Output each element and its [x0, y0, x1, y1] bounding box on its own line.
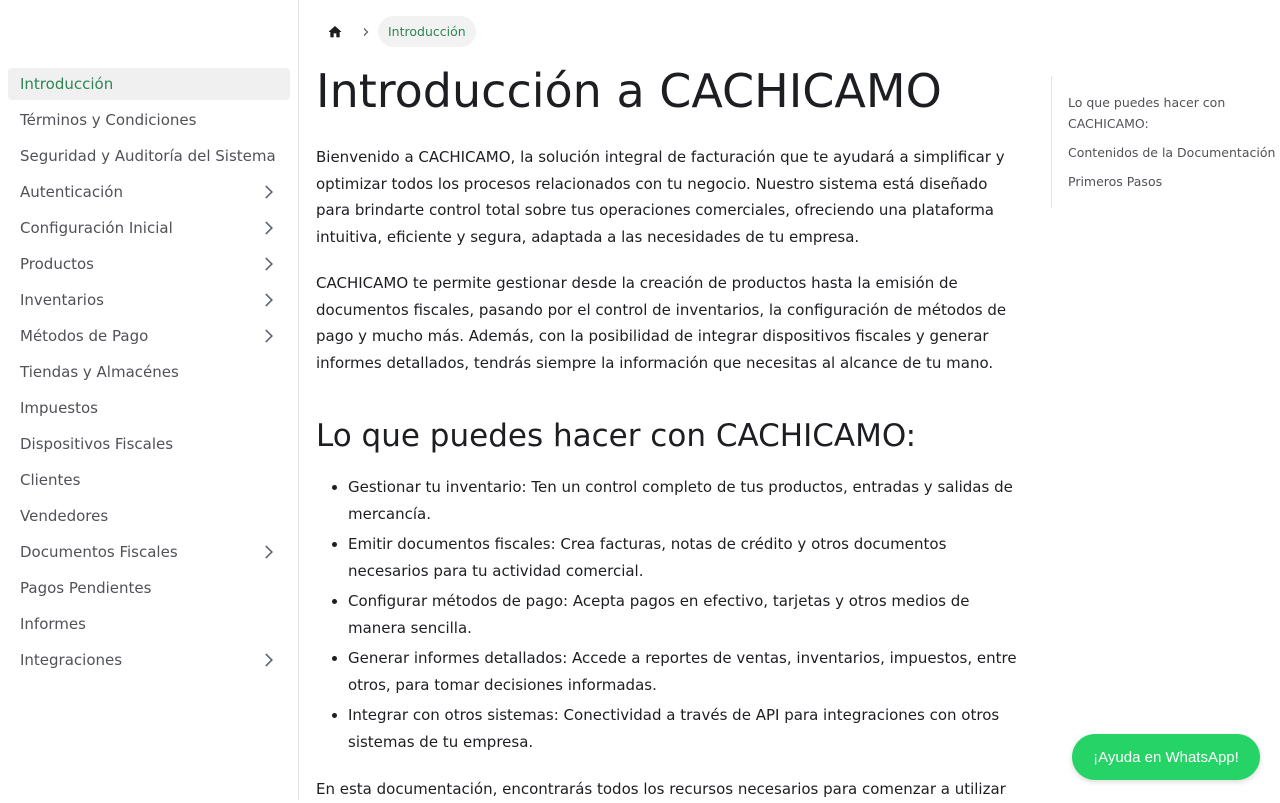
sidebar-item-integraciones[interactable] — [8, 644, 290, 676]
intro-paragraph: Bienvenido a CACHICAMO, la solución integral de facturación que te ayudará a simplificar y optimizar todos los procesos relacionados con tu negocio. Nuestro sistema está diseñado para brindarte control total sobre tus operaciones comerciales, ofreciendo una plataforma intuitiva, eficiente y segura, adaptada a las necesidades de tu empresa. — [316, 148, 1005, 246]
breadcrumb-separator-icon — [354, 16, 378, 47]
sidebar-item-impuestos[interactable] — [8, 392, 290, 424]
sidebar-item-tiendas[interactable] — [8, 356, 290, 388]
chevron-right-icon[interactable] — [258, 650, 278, 670]
sidebar-item-label: Pagos Pendientes — [20, 579, 152, 597]
main-content — [316, 60, 1020, 798]
chevron-right-icon[interactable] — [258, 218, 278, 238]
sidebar-item-clientes[interactable] — [8, 464, 290, 496]
sidebar-item-label: Documentos Fiscales — [20, 543, 178, 561]
sidebar-item-label: Términos y Condiciones — [20, 111, 197, 129]
sidebar-item-configuracion[interactable] — [8, 212, 290, 244]
chevron-right-icon[interactable] — [258, 182, 278, 202]
sidebar-item-label: Métodos de Pago — [20, 327, 149, 345]
sidebar-item-label: Dispositivos Fiscales — [20, 435, 174, 453]
sidebar-item-dispositivos[interactable] — [8, 428, 290, 460]
sidebar-item-inventarios[interactable] — [8, 284, 290, 316]
breadcrumb-current: Introducción — [378, 16, 476, 47]
sidebar-item-label: Seguridad y Auditoría del Sistema — [20, 147, 276, 165]
list-item: • Configurar métodos de pago: Acepta pagos en efectivo, tarjetas y otros medios de manera sencilla. — [348, 588, 1020, 641]
list-item: • Generar informes detallados: Accede a reportes de ventas, inventarios, impuestos, entre otros, para tomar decisiones informadas. — [348, 645, 1020, 698]
chevron-right-icon[interactable] — [258, 254, 278, 274]
sidebar-item-label: Configuración Inicial — [20, 219, 173, 237]
sidebar-item-label: Tiendas y Almacénes — [20, 363, 179, 381]
list-item: • Integrar con otros sistemas: Conectividad a través de API para integraciones con otros sistemas de tu empresa. — [348, 702, 1020, 755]
toc-item[interactable]: Primeros Pasos — [1068, 174, 1163, 189]
sidebar-item-label: Inventarios — [20, 291, 104, 309]
list-item: • Gestionar tu inventario: Ten un control completo de tus productos, entradas y salidas de mercancía. — [348, 474, 1020, 527]
sidebar-item-terminos[interactable] — [8, 104, 290, 136]
sidebar-item-label: Impuestos — [20, 399, 98, 417]
sidebar-item-documentos[interactable] — [8, 536, 290, 568]
sidebar-item-label: Introducción — [20, 75, 114, 93]
page-title: Introducción a CACHICAMO — [316, 64, 942, 118]
documentation-paragraph: En esta documentación, encontrarás todos los recursos necesarios para comenzar a utilizar — [316, 780, 1006, 798]
chevron-right-icon[interactable] — [258, 542, 278, 562]
table-of-contents — [1051, 76, 1276, 208]
chevron-right-icon[interactable] — [258, 290, 278, 310]
sidebar-item-label: Clientes — [20, 471, 81, 489]
toc-item[interactable]: Lo que puedes hacer con CACHICAMO: — [1068, 95, 1226, 131]
sidebar-item-pagos-pendientes[interactable] — [8, 572, 290, 604]
sidebar-menu — [8, 68, 290, 680]
sidebar-item-label: Vendedores — [20, 507, 109, 525]
sidebar-item-label: Integraciones — [20, 651, 123, 669]
sidebar-item-vendedores[interactable] — [8, 500, 290, 532]
sidebar-item-informes[interactable] — [8, 608, 290, 640]
list-item: • Emitir documentos fiscales: Crea facturas, notas de crédito y otros documentos necesarios para tu actividad comercial. — [348, 531, 1020, 584]
sidebar-item-label: Productos — [20, 255, 94, 273]
sidebar-item-metodos-pago[interactable] — [8, 320, 290, 352]
sidebar-item-label: Autenticación — [20, 183, 123, 201]
features-list — [316, 474, 1020, 759]
sidebar-item-productos[interactable] — [8, 248, 290, 280]
sidebar-item-label: Informes — [20, 615, 86, 633]
section-heading: Lo que puedes hacer con CACHICAMO: — [316, 418, 917, 454]
chevron-right-icon[interactable] — [258, 326, 278, 346]
sidebar-item-autenticacion[interactable] — [8, 176, 290, 208]
sidebar-item-seguridad[interactable] — [8, 140, 290, 172]
sidebar-item-introduccion[interactable] — [8, 68, 290, 100]
whatsapp-help-button[interactable]: ¡Ayuda en WhatsApp! — [1072, 734, 1260, 780]
description-paragraph: CACHICAMO te permite gestionar desde la creación de productos hasta la emisión de documentos fiscales, pasando por el control de inventarios, la configuración de métodos de pago y mucho más. Además, con la posibilidad de integrar dispositivos fiscales y generar informes detallados, tendrás siempre la información que necesitas al alcance de tu mano. — [316, 274, 1007, 372]
breadcrumb — [316, 16, 476, 47]
home-icon[interactable] — [316, 16, 354, 47]
sidebar — [0, 0, 299, 800]
toc-item[interactable]: Contenidos de la Documentación — [1068, 145, 1276, 160]
